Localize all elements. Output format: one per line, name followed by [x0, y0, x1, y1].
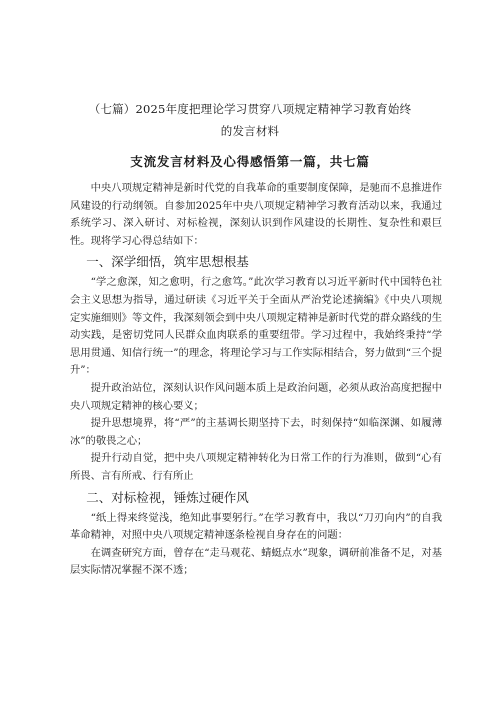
document-body [70, 180, 442, 580]
section-1-paragraph: 提升思想境界，将“严”的主基调长期坚持下去，时刻保持“如临深渊、如履薄冰”的敬畏之心； [70, 417, 442, 447]
section-2-paragraph: 在调查研究方面，曾存在“走马观花、蜻蜓点水”现象，调研前准备不足，对基层实际情况掌握不深不透； [70, 546, 442, 577]
document-subtitle: 支流发言材料及心得感悟第一篇，共七篇 [130, 154, 370, 169]
document-title [0, 98, 500, 142]
section-1-paragraph: 提升行动自觉，把中央八项规定精神转化为日常工作的行为准则，做到“心有所畏、言有所戒、行有所止 [70, 452, 442, 482]
section-1-paragraph: “学之愈深，知之愈明，行之愈笃。”此次学习教育以习近平新时代中国特色社会主义思想为指导，通过研读《习近平关于全面从严治党论述摘编》《中央八项规定实施细则》等文件，我深刻领会到中央八项规定精神是新时代党的群众路线的生动实践，是密切党同人民群众血肉联系的重要纽带。学习过程中，我始终秉持“学思用贯通、知信行统一”的理念，将理论学习与工作实际相结合，努力做到“三个提升”： [70, 276, 442, 377]
section-1-paragraph: 提升政治站位，深刻认识作风问题本质上是政治问题，必须从政治高度把握中央八项规定精神的核心要义； [70, 381, 442, 412]
title-line-1: （七篇）2025年度把理论学习贯穿八项规定精神学习教育始终 [88, 102, 412, 116]
section-2-heading: 二、对标检视，锤炼过硬作风 [86, 489, 249, 505]
title-line-2: 的发言材料 [220, 124, 280, 138]
section-1-heading: 一、深学细悟，筑牢思想根基 [86, 254, 249, 270]
section-2-paragraph: “纸上得来终觉浅，绝知此事要躬行。”在学习教育中，我以“刀刃向内”的自我革命精神，对照中央八项规定精神逐条检视自身存在的问题： [70, 511, 442, 542]
intro-paragraph: 中央八项规定精神是新时代党的自我革命的重要制度保障，是驰而不息推进作风建设的行动纲领。自参加2025年中央八项规定精神学习教育活动以来，我通过系统学习、深入研讨、对标检视，深刻认识到作风建设的长期性、复杂性和艰巨性。现将学习心得总结如下： [70, 182, 442, 247]
